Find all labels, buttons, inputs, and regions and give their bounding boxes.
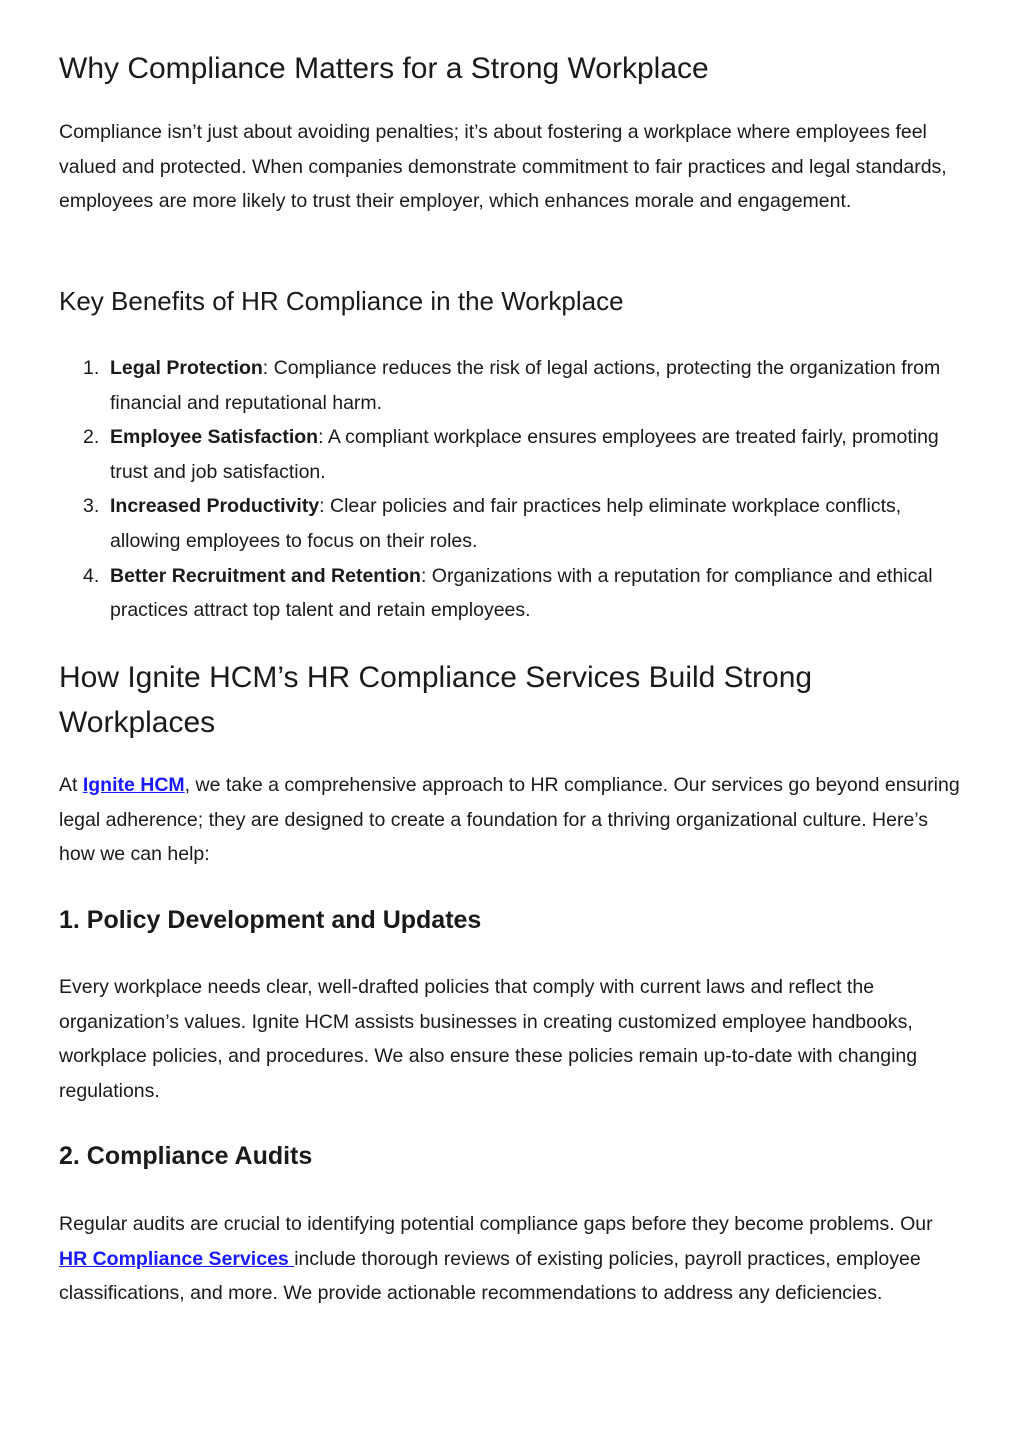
section-heading-services: How Ignite HCM’s HR Compliance Services Build Strong Workplaces	[59, 661, 813, 739]
list-number: 4.	[83, 564, 100, 587]
audits-para-prefix: Regular audits are crucial to identifying potential compliance gaps before they become problems. Our	[59, 1213, 933, 1235]
list-number: 2.	[83, 426, 100, 449]
benefit-description: : A compliant workplace ensures employees are treated fairly, promoting trust and job satisfaction.	[110, 426, 939, 483]
benefit-term: Legal Protection	[110, 357, 263, 379]
benefit-description: : Clear policies and fair practices help eliminate workplace conflicts, allowing employees to focus on their roles.	[110, 495, 902, 552]
ignite-hcm-link[interactable]: Ignite HCM	[82, 774, 185, 796]
intro-paragraph: Compliance isn’t just about avoiding penalties; it’s about fostering a workplace where employees feel valued and protected. When companies demonstrate commitment to fair practices and legal standards, employees are more likely to trust their employer, which enhances morale and engagement.	[59, 121, 947, 213]
list-number: 3.	[83, 495, 100, 518]
section-heading-key-benefits: Key Benefits of HR Compliance in the Workplace	[59, 286, 624, 316]
list-item	[59, 559, 964, 628]
services-paragraph	[59, 768, 964, 872]
benefit-description: : Organizations with a reputation for compliance and ethical practices attract top talent and retain employees.	[110, 564, 933, 622]
services-para-suffix: , we take a comprehensive approach to HR compliance. Our services go beyond ensuring legal adherence; they are designed to create a foundation for a thriving organizational culture. Here’s how we can help:	[59, 774, 960, 866]
list-number: 1.	[83, 357, 100, 379]
benefit-term: Employee Satisfaction	[110, 426, 319, 449]
services-para-prefix: At	[59, 774, 83, 796]
benefit-term: Better Recruitment and Retention	[110, 564, 421, 587]
list-item	[59, 420, 964, 489]
section-heading-policy-development: 1. Policy Development and Updates	[59, 906, 482, 934]
section-heading-compliance-audits: 2. Compliance Audits	[59, 1142, 313, 1170]
benefit-term: Increased Productivity	[110, 495, 320, 518]
list-item	[59, 489, 964, 558]
policy-paragraph: Every workplace needs clear, well-drafted policies that comply with current laws and reflect the organization’s values. Ignite HCM assists businesses in creating customized employee handbooks, workplace policies, and procedures. We also ensure these policies remain up-to-date with changing regulations.	[59, 976, 918, 1102]
hr-compliance-services-link[interactable]: HR Compliance Services	[59, 1247, 295, 1270]
audits-para-suffix: include thorough reviews of existing policies, payroll practices, employee classifications, and more. We provide actionable recommendations to address any deficiencies.	[59, 1247, 921, 1305]
section-heading-why-compliance: Why Compliance Matters for a Strong Workplace	[59, 52, 709, 85]
list-item	[59, 351, 964, 420]
benefit-description: : Compliance reduces the risk of legal actions, protecting the organization from financial and reputational harm.	[110, 357, 941, 414]
audits-paragraph	[59, 1207, 964, 1311]
benefits-list	[59, 351, 964, 628]
